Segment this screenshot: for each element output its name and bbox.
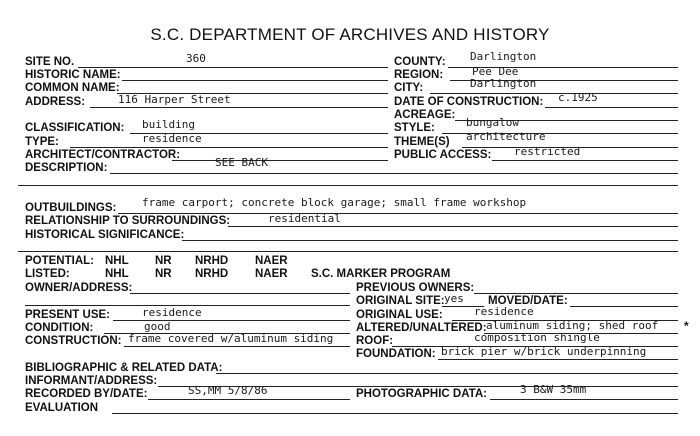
- public-access-value: restricted: [514, 145, 581, 158]
- address-value: 116 Harper Street: [118, 93, 231, 106]
- type-line: [70, 147, 388, 148]
- outbuildings-value: frame carport; concrete block garage; small frame workshop: [142, 196, 527, 209]
- owner-address-label: OWNER/ADDRESS:: [25, 282, 133, 294]
- foundation-value: brick pier w/brick underpinning: [441, 345, 647, 358]
- construction-value: frame covered w/aluminum siding: [128, 332, 334, 345]
- type-value: residence: [142, 132, 202, 145]
- style-label: STYLE:: [394, 122, 435, 134]
- potential-naer: NAER: [255, 255, 288, 267]
- original-site-value: yes: [444, 292, 464, 305]
- themes-label: THEME(S): [394, 136, 450, 148]
- condition-label: CONDITION:: [25, 322, 94, 334]
- foundation-label: FOUNDATION:: [356, 348, 436, 360]
- description-line: [110, 173, 678, 174]
- moved-date-label: MOVED/DATE:: [488, 295, 568, 307]
- address-label: ADDRESS:: [25, 96, 86, 108]
- description-value: SEE BACK: [215, 156, 268, 169]
- original-use-label: ORIGINAL USE:: [356, 309, 443, 321]
- altered-asterisk: *: [684, 319, 689, 333]
- listed-naer: NAER: [255, 268, 288, 280]
- altered-label: ALTERED/UNALTERED:: [356, 322, 487, 334]
- date-construction-label: DATE OF CONSTRUCTION:: [394, 96, 544, 108]
- bibliographic-label: BIBLIOGRAPHIC & RELATED DATA:: [25, 362, 223, 374]
- potential-nhl: NHL: [105, 255, 129, 267]
- architect-line: [172, 160, 388, 161]
- listed-label: LISTED:: [25, 268, 70, 280]
- region-label: REGION:: [394, 69, 444, 81]
- original-site-label: ORIGINAL SITE:: [356, 295, 445, 307]
- listed-nrhd: NRHD: [195, 268, 229, 280]
- outbuildings-line: [118, 213, 678, 214]
- present-use-value: residence: [142, 306, 202, 319]
- significance-blank-line: [18, 251, 678, 252]
- present-use-label: PRESENT USE:: [25, 309, 110, 321]
- date-construction-line: [545, 107, 678, 108]
- city-label: CITY:: [394, 82, 424, 94]
- evaluation-label: EVALUATION: [25, 402, 99, 414]
- themes-value: architecture: [466, 130, 546, 143]
- county-label: COUNTY:: [394, 56, 446, 68]
- moved-date-line: [570, 306, 678, 307]
- county-value: Darlington: [470, 50, 537, 63]
- potential-label: POTENTIAL:: [25, 255, 94, 267]
- relationship-label: RELATIONSHIP TO SURROUNDINGS:: [25, 215, 231, 227]
- construction-label: CONSTRUCTION:: [25, 335, 122, 347]
- historical-significance-label: HISTORICAL SIGNIFICANCE:: [25, 229, 185, 241]
- marker-program-label: S.C. MARKER PROGRAM: [311, 268, 451, 280]
- recorded-by-value: SS,MM 5/8/86: [188, 384, 268, 397]
- potential-nr: NR: [155, 255, 172, 267]
- foundation-line: [438, 359, 678, 360]
- address-line: [90, 107, 388, 108]
- listed-nhl: NHL: [105, 268, 129, 280]
- relationship-line: [228, 226, 678, 227]
- recorded-by-line: [148, 399, 350, 400]
- site-no-label: SITE NO.: [25, 56, 75, 68]
- public-access-label: PUBLIC ACCESS:: [394, 149, 492, 161]
- date-construction-value: c.1925: [558, 91, 598, 104]
- owner-address-line: [130, 293, 350, 294]
- type-label: TYPE:: [25, 136, 59, 148]
- roof-label: ROOF:: [356, 335, 394, 347]
- historic-name-label: HISTORIC NAME:: [25, 69, 121, 81]
- site-no-value: 360: [186, 52, 206, 65]
- site-no-line: [78, 67, 388, 68]
- photographic-data-line: [490, 399, 678, 400]
- architect-label: ARCHITECT/CONTRACTOR:: [25, 149, 181, 161]
- listed-nr: NR: [155, 268, 172, 280]
- condition-value: good: [144, 320, 171, 333]
- style-value: bungalow: [466, 116, 519, 129]
- construction-line: [124, 346, 350, 347]
- acreage-label: ACREAGE:: [394, 109, 456, 121]
- historical-significance-line: [182, 240, 678, 241]
- city-line: [430, 93, 678, 94]
- informant-label: INFORMANT/ADDRESS:: [25, 375, 158, 387]
- bibliographic-line: [216, 373, 678, 374]
- description-label: DESCRIPTION:: [25, 162, 108, 174]
- public-access-line: [492, 160, 678, 161]
- city-value: Darlington: [470, 77, 537, 90]
- relationship-value: residential: [268, 212, 341, 225]
- previous-owners-line: [474, 293, 678, 294]
- photographic-data-label: PHOTOGRAPHIC DATA:: [356, 388, 487, 400]
- roof-value: composition shingle: [474, 331, 600, 344]
- previous-owners-label: PREVIOUS OWNERS:: [356, 282, 475, 294]
- original-use-value: residence: [474, 305, 534, 318]
- outbuildings-label: OUTBUILDINGS:: [25, 202, 117, 214]
- potential-nrhd: NRHD: [195, 255, 229, 267]
- common-name-label: COMMON NAME:: [25, 82, 120, 94]
- evaluation-line: [112, 413, 678, 414]
- historic-name-line: [122, 80, 388, 81]
- classification-label: CLASSIFICATION:: [25, 122, 125, 134]
- photographic-data-value: 3 B&W 35mm: [520, 383, 587, 396]
- region-value: Pee Dee: [472, 65, 519, 78]
- description-blank-line-1: [18, 185, 678, 186]
- form-title: S.C. DEPARTMENT OF ARCHIVES AND HISTORY: [150, 25, 550, 44]
- classification-value: building: [142, 118, 195, 131]
- recorded-by-label: RECORDED BY/DATE:: [25, 388, 148, 400]
- altered-value: aluminum siding; shed roof: [486, 319, 659, 332]
